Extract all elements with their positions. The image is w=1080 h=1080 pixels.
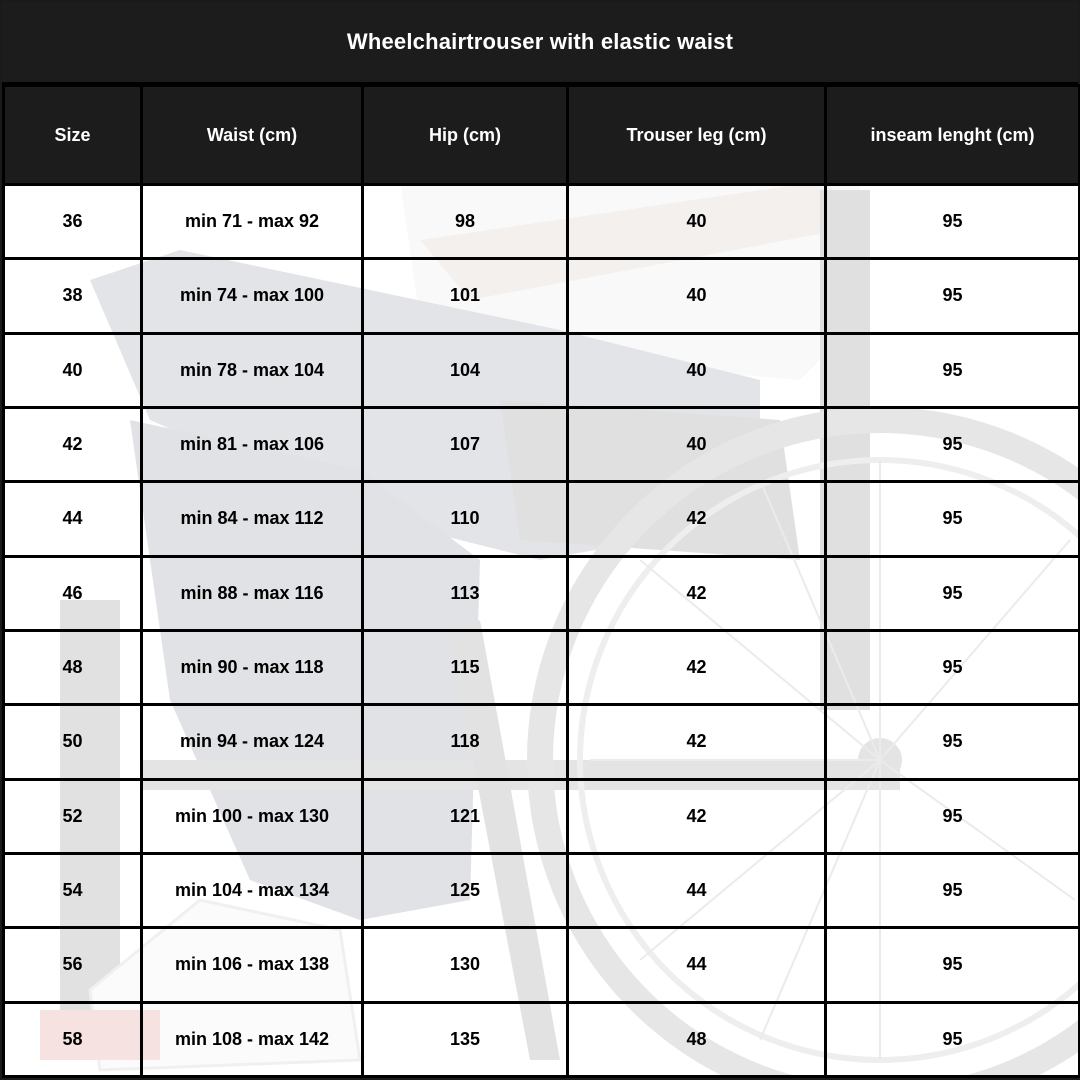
cell-waist: min 74 - max 100 [142, 259, 363, 333]
cell-hip: 101 [363, 259, 568, 333]
table-row [4, 705, 1080, 779]
chart-title: Wheelchairtrouser with elastic waist [2, 2, 1078, 85]
cell-inseam: 95 [826, 482, 1080, 556]
cell-hip: 113 [363, 556, 568, 630]
column-header-trouser-leg: Trouser leg (cm) [568, 86, 826, 185]
cell-size: 50 [4, 705, 142, 779]
cell-size: 38 [4, 259, 142, 333]
cell-waist: min 88 - max 116 [142, 556, 363, 630]
cell-trouser-leg: 44 [568, 853, 826, 927]
cell-trouser-leg: 42 [568, 556, 826, 630]
cell-inseam: 95 [826, 556, 1080, 630]
cell-hip: 104 [363, 333, 568, 407]
table-row [4, 853, 1080, 927]
cell-inseam: 95 [826, 779, 1080, 853]
cell-size: 54 [4, 853, 142, 927]
cell-trouser-leg: 40 [568, 185, 826, 259]
cell-inseam: 95 [826, 407, 1080, 481]
cell-waist: min 90 - max 118 [142, 630, 363, 704]
cell-trouser-leg: 44 [568, 928, 826, 1002]
cell-trouser-leg: 48 [568, 1002, 826, 1076]
table-row [4, 1002, 1080, 1076]
cell-size: 42 [4, 407, 142, 481]
table-row [4, 185, 1080, 259]
table-row [4, 556, 1080, 630]
cell-waist: min 94 - max 124 [142, 705, 363, 779]
cell-hip: 130 [363, 928, 568, 1002]
cell-hip: 115 [363, 630, 568, 704]
cell-hip: 110 [363, 482, 568, 556]
cell-inseam: 95 [826, 1002, 1080, 1076]
cell-hip: 125 [363, 853, 568, 927]
header-row [4, 86, 1080, 185]
table-row [4, 630, 1080, 704]
cell-waist: min 81 - max 106 [142, 407, 363, 481]
cell-waist: min 78 - max 104 [142, 333, 363, 407]
cell-size: 44 [4, 482, 142, 556]
cell-inseam: 95 [826, 853, 1080, 927]
column-header-waist: Waist (cm) [142, 86, 363, 185]
cell-inseam: 95 [826, 630, 1080, 704]
cell-hip: 107 [363, 407, 568, 481]
cell-trouser-leg: 40 [568, 259, 826, 333]
cell-trouser-leg: 40 [568, 333, 826, 407]
cell-trouser-leg: 42 [568, 779, 826, 853]
table-row [4, 333, 1080, 407]
size-table [2, 84, 1080, 1078]
cell-hip: 121 [363, 779, 568, 853]
table-row [4, 407, 1080, 481]
column-header-inseam: inseam lenght (cm) [826, 86, 1080, 185]
cell-inseam: 95 [826, 928, 1080, 1002]
table-row [4, 928, 1080, 1002]
cell-size: 52 [4, 779, 142, 853]
cell-inseam: 95 [826, 185, 1080, 259]
cell-waist: min 84 - max 112 [142, 482, 363, 556]
cell-trouser-leg: 42 [568, 630, 826, 704]
cell-hip: 135 [363, 1002, 568, 1076]
cell-waist: min 108 - max 142 [142, 1002, 363, 1076]
table-row [4, 259, 1080, 333]
cell-waist: min 104 - max 134 [142, 853, 363, 927]
cell-size: 58 [4, 1002, 142, 1076]
cell-size: 46 [4, 556, 142, 630]
cell-inseam: 95 [826, 705, 1080, 779]
cell-waist: min 106 - max 138 [142, 928, 363, 1002]
column-header-hip: Hip (cm) [363, 86, 568, 185]
column-header-size: Size [4, 86, 142, 185]
cell-size: 48 [4, 630, 142, 704]
cell-trouser-leg: 42 [568, 482, 826, 556]
table-row [4, 482, 1080, 556]
cell-size: 40 [4, 333, 142, 407]
cell-trouser-leg: 40 [568, 407, 826, 481]
cell-waist: min 71 - max 92 [142, 185, 363, 259]
cell-hip: 118 [363, 705, 568, 779]
table-row [4, 779, 1080, 853]
cell-waist: min 100 - max 130 [142, 779, 363, 853]
cell-size: 56 [4, 928, 142, 1002]
cell-trouser-leg: 42 [568, 705, 826, 779]
cell-hip: 98 [363, 185, 568, 259]
cell-size: 36 [4, 185, 142, 259]
cell-inseam: 95 [826, 333, 1080, 407]
cell-inseam: 95 [826, 259, 1080, 333]
